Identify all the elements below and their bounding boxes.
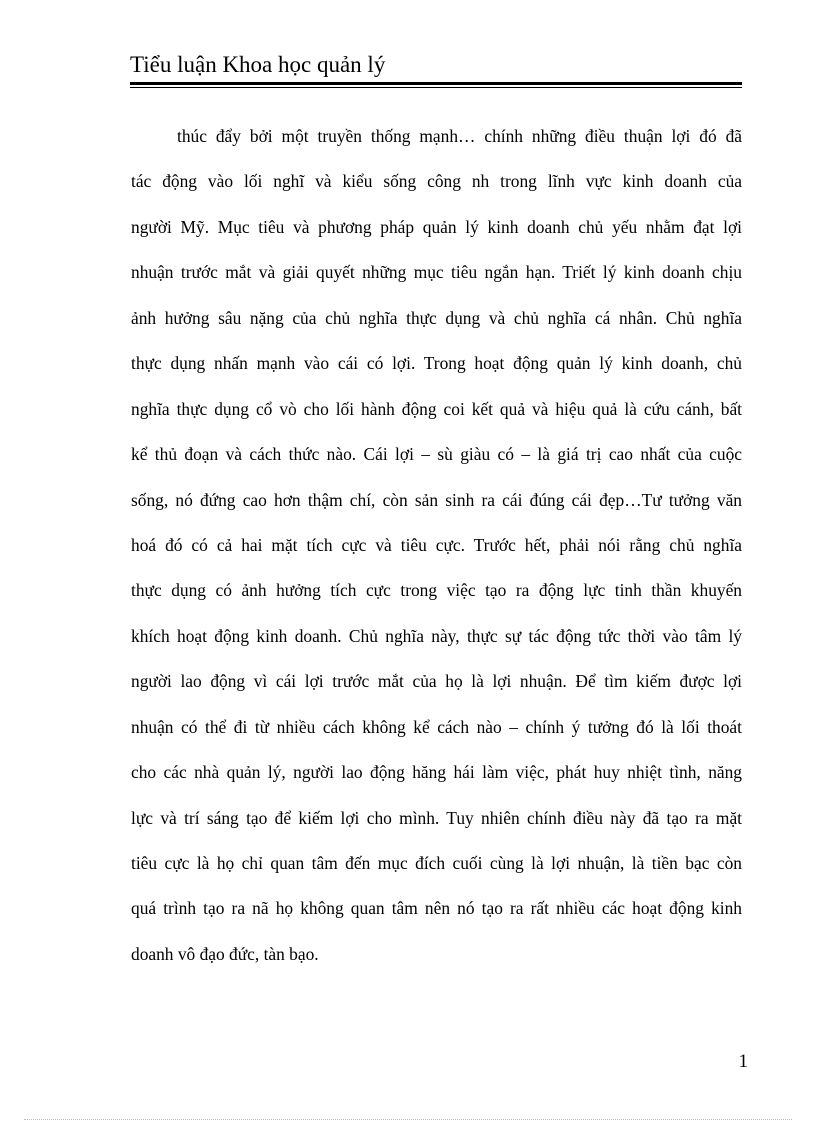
text-line: người lao động vì cái lợi trước mắt của họ là lợi nhuận. Để tìm kiếm được lợi — [131, 671, 742, 692]
text-line: quá trình tạo ra nã họ không quan tâm nên nó tạo ra rất nhiều các hoạt động kinh — [131, 898, 742, 919]
footer-divider — [24, 1119, 792, 1120]
text-line: thực dụng nhấn mạnh vào cái có lợi. Trong hoạt động quản lý kinh doanh, chủ — [131, 353, 742, 374]
page-header — [130, 50, 742, 88]
header-rule — [130, 82, 742, 85]
text-line: nhuận trước mắt và giải quyết những mục tiêu ngắn hạn. Triết lý kinh doanh chịu — [131, 262, 742, 283]
header-title: Tiểu luận Khoa học quản lý — [130, 52, 386, 77]
page-number: 1 — [738, 1051, 748, 1072]
text-line: tiêu cực là họ chỉ quan tâm đến mục đích cuối cùng là lợi nhuận, là tiền bạc còn — [131, 853, 742, 873]
text-line: kể thủ đoạn và cách thức nào. Cái lợi – sù giàu có – là giá trị cao nhất của cuộc — [131, 444, 742, 465]
text-line: hoá đó có cả hai mặt tích cực và tiêu cực. Trước hết, phải nói rằng chủ nghĩa — [131, 534, 742, 555]
text-line: ảnh hưởng sâu nặng của chủ nghĩa thực dụng và chủ nghĩa cá nhân. Chủ nghĩa — [131, 307, 742, 328]
text-line-last: doanh vô đạo đức, tàn bạo. — [131, 943, 319, 964]
text-line: thúc đẩy bởi một truyền thống mạnh… chính những điều thuận lợi đó đã — [177, 126, 742, 146]
body-paragraph — [131, 114, 742, 977]
text-line: sống, nó đứng cao hơn thậm chí, còn sản sinh ra cái đúng cái đẹp…Tư tưởng văn — [131, 489, 742, 510]
text-line: người Mỹ. Mục tiêu và phương pháp quản lý kinh doanh chủ yếu nhằm đạt lợi — [131, 216, 742, 237]
text-line: khích hoạt động kinh doanh. Chủ nghĩa này, thực sự tác động tức thời vào tâm lý — [131, 625, 742, 646]
text-line: thực dụng có ảnh hưởng tích cực trong việc tạo ra động lực tinh thần khuyến — [131, 580, 742, 601]
text-line: tác động vào lối nghĩ và kiểu sống công nh trong lĩnh vực kinh doanh của — [131, 171, 742, 192]
header-rule-thin — [130, 87, 742, 88]
text-line: nghĩa thực dụng cổ vò cho lối hành động coi kết quả và hiệu quả là cứu cánh, bất — [131, 398, 742, 419]
text-line: cho các nhà quản lý, người lao động hăng hái làm việc, phát huy nhiệt tình, năng — [131, 762, 742, 783]
text-line: lực và trí sáng tạo để kiếm lợi cho mình. Tuy nhiên chính điều này đã tạo ra mặt — [131, 807, 742, 828]
text-line: nhuận có thể đi từ nhiều cách không kể cách nào – chính ý tưởng đó là lối thoát — [131, 716, 742, 737]
